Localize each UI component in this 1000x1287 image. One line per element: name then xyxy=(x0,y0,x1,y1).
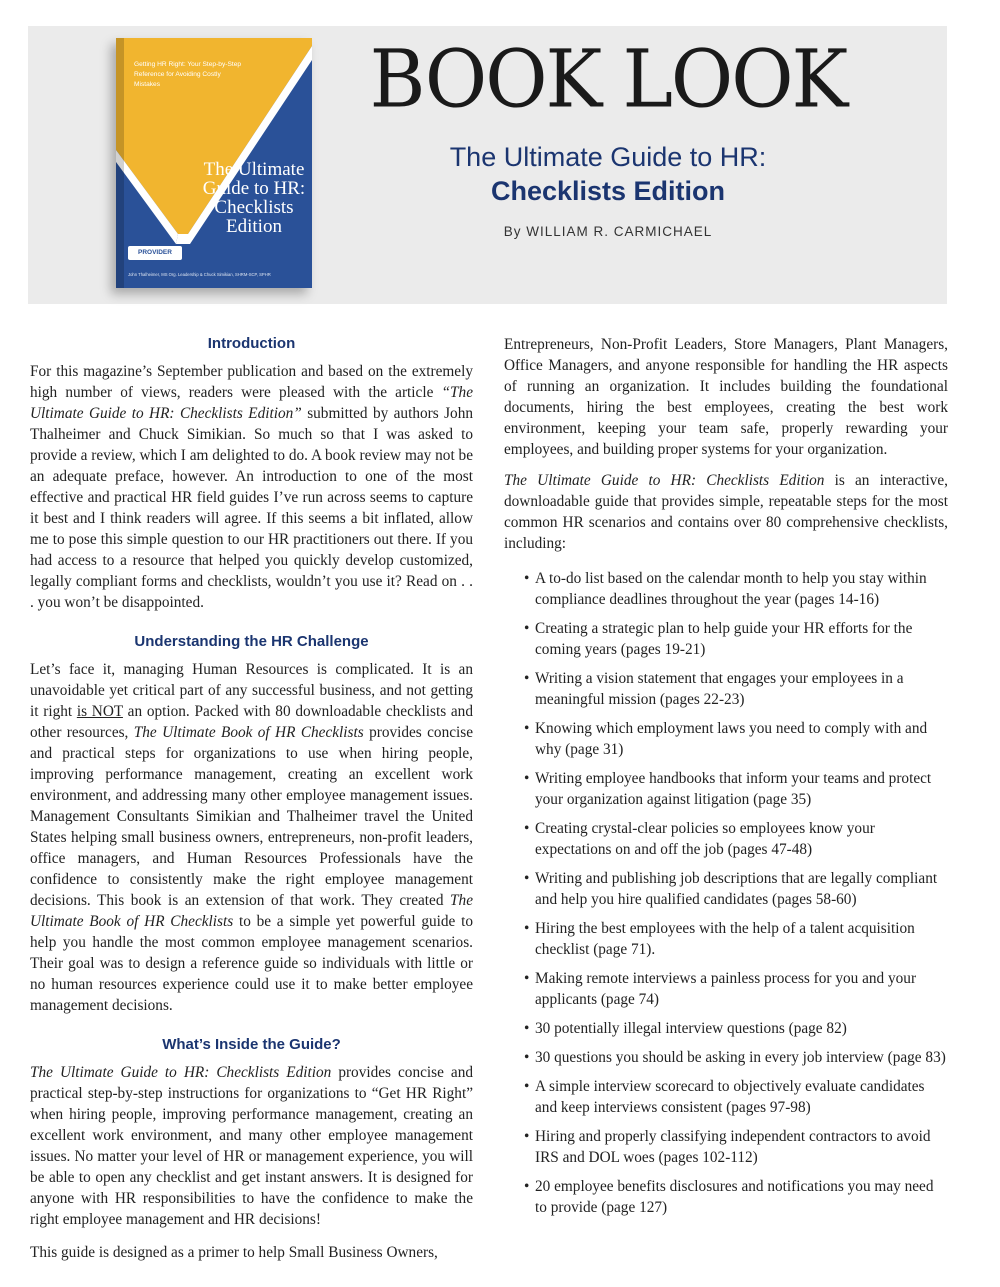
text-run: is an interactive, downloadable guide that provides simple, repeatable steps for the most common HR scenarios and contains over 80 comprehensive checklists, including: xyxy=(504,472,948,552)
text-run-italic: The Ultimate Book of HR Checklists xyxy=(133,724,364,741)
book-title: The Ultimate Guide to HR: Checklists Edition xyxy=(202,159,306,237)
paragraph xyxy=(504,470,948,554)
section-introduction xyxy=(30,333,473,613)
paragraph xyxy=(30,1062,473,1230)
list-item: • Hiring and properly classifying independent contractors to avoid IRS and DOL woes (pages 102-112) xyxy=(524,1126,948,1168)
list-item: • Writing employee handbooks that inform your teams and protect your organization against litigation (page 35) xyxy=(524,768,948,810)
left-column xyxy=(30,333,473,1276)
list-item: • Writing a vision statement that engages your employees in a meaningful mission (pages 22-23) xyxy=(524,668,948,710)
paragraph: Entrepreneurs, Non-Profit Leaders, Store Managers, Plant Managers, Office Managers, and anyone responsible for handling the HR aspects of running an organization. It includes building the foundational documents, hiring the best employees, creating the best work environment, keeping your team safe, properly rewarding your employees, and building proper systems for your organization. xyxy=(504,336,948,458)
text-run: provides concise and practical steps for organizations to use when hiring people, improving performance management, creating an excellent work environment, and addressing many other employee management issues. Management Consultants Simikian and Thalheimer travel the United States helping small business owners, entrepreneurs, non-profit leaders, office managers, and Human Resources Professionals have the confidence to consistently make the right employee management decisions. This book is an extension of that work. They created xyxy=(30,724,473,909)
text-run-italic: The Ultimate Book of HR Checklists xyxy=(30,892,473,930)
article-title-line2: Checklists Edition xyxy=(490,176,726,206)
text-run-italic: “The Ultimate Guide to HR: Checklists Edition” xyxy=(30,384,473,422)
text-run: Let’s face it, managing Human Resources is complicated. It is an unavoidable yet critical part of any successful business, and not getting it right xyxy=(30,661,473,720)
book-authors: John Thalheimer, MS Org. Leadership & Chuck Simikian, SHRM-SCP, SPHR xyxy=(128,272,271,277)
section-heading: Introduction xyxy=(207,335,296,352)
section-heading: Understanding the HR Challenge xyxy=(134,633,369,650)
text-run: submitted by authors John Thalheimer and Chuck Simikian. So much so that I was asked to provide a review, which I am delighted to do. A book review may not be an adequate preface, however. An introduction to one of the most effective and practical HR field guides I’ve run across seems to capture it best and I think readers will agree. If this seems a bit inflated, allow me to pose this simple question to our HR practitioners out there. If you had access to a resource that helped you quickly develop customized, legally compliant forms and checklists, wouldn’t you use it? Read on . . . you won’t be disappointed. xyxy=(30,405,473,611)
paragraph xyxy=(30,361,473,613)
article-title-line1: The Ultimate Guide to HR: xyxy=(449,142,767,172)
right-column xyxy=(504,334,948,1226)
masthead: BOOK LOOK xyxy=(369,31,847,126)
text-run: provides concise and practical step-by-step instructions for organizations to “Get HR Right” when hiring people, improving performance management, creating an excellent work environment, and many other employee management issues. No matter your level of HR or management experience, you will be able to open any checklist and get instant answers. It is designed for anyone with HR responsibilities to have the confidence to make the right employee management and HR decisions! xyxy=(30,1064,473,1228)
list-item: • A simple interview scorecard to objectively evaluate candidates and keep interviews consistent (pages 97-98) xyxy=(524,1076,948,1118)
list-item: • 30 potentially illegal interview questions (page 82) xyxy=(524,1018,948,1039)
list-item: • Knowing which employment laws you need to comply with and why (page 31) xyxy=(524,718,948,760)
provider-badge: PROVIDER xyxy=(128,246,182,260)
article-title xyxy=(330,140,886,208)
text-run-italic: The Ultimate Guide to HR: Checklists Edition xyxy=(30,1064,332,1081)
list-item: • Creating a strategic plan to help guide your HR efforts for the coming years (pages 19-21) xyxy=(524,618,948,660)
text-run: to be a simple yet powerful guide to help you handle the most common employee management scenarios. Their goal was to design a reference guide so individuals with little or no human resources experience could use it to make better employee management decisions. xyxy=(30,913,473,1014)
paragraph xyxy=(30,659,473,1016)
list-item: • A to-do list based on the calendar month to help you stay within compliance deadlines throughout the year (pages 14-16) xyxy=(524,568,948,610)
book-cover xyxy=(116,38,312,288)
list-item: • Hiring the best employees with the help of a talent acquisition checklist (page 71). xyxy=(524,918,948,960)
book-spine xyxy=(116,38,124,288)
list-item: • 20 employee benefits disclosures and notifications you may need to provide (page 127) xyxy=(524,1176,948,1218)
paragraph: This guide is designed as a primer to help Small Business Owners, xyxy=(30,1244,438,1261)
text-run: an option. Packed with 80 downloadable checklists and other resources, xyxy=(30,703,473,741)
text-run: For this magazine’s September publication and based on the extremely high number of views, readers were pleased with the article xyxy=(30,363,473,401)
list-item: • Creating crystal-clear policies so employees know your expectations on and off the job (pages 47-48) xyxy=(524,818,948,860)
text-run-underline: is NOT xyxy=(76,703,123,720)
section-whats-inside xyxy=(30,1034,473,1263)
text-run-italic: The Ultimate Guide to HR: Checklists Edition xyxy=(504,472,825,489)
list-item: • 30 questions you should be asking in every job interview (page 83) xyxy=(524,1047,948,1068)
section-heading: What’s Inside the Guide? xyxy=(162,1036,341,1053)
book-tagline: Getting HR Right: Your Step-by-Step Reference for Avoiding Costly Mistakes xyxy=(134,61,242,88)
byline: By WILLIAM R. CARMICHAEL xyxy=(503,224,713,239)
list-item: • Making remote interviews a painless process for you and your applicants (page 74) xyxy=(524,968,948,1010)
list-item: • Writing and publishing job descriptions that are legally compliant and help you hire qualified candidates (pages 58-60) xyxy=(524,868,948,910)
section-hr-challenge xyxy=(30,631,473,1016)
checklist-list xyxy=(504,568,948,1218)
